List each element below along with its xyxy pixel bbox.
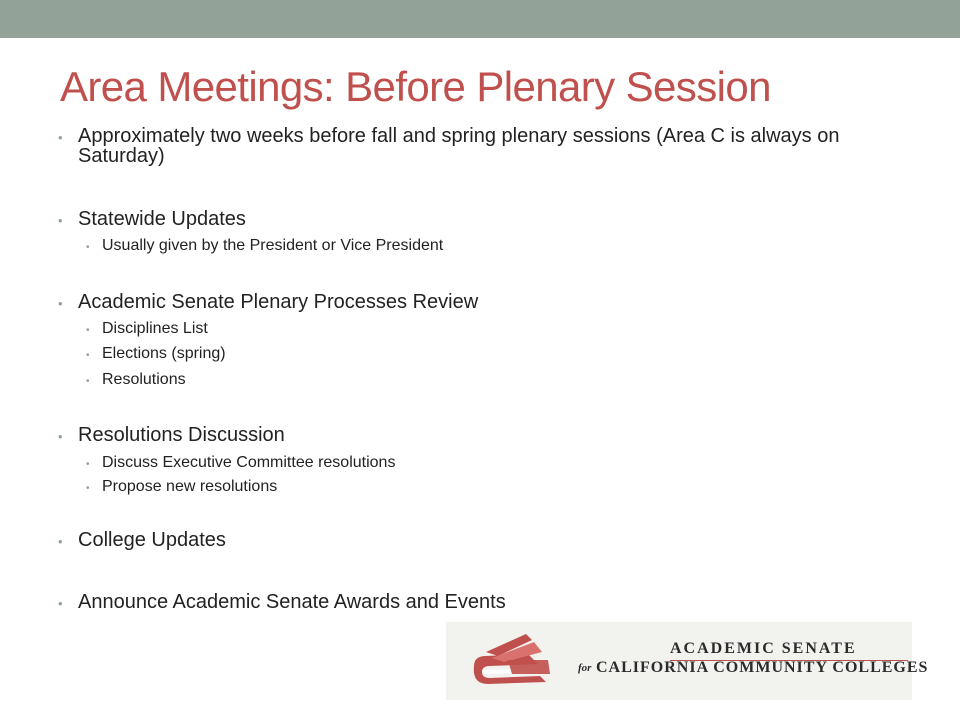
sub-bullet-text: Resolutions bbox=[102, 371, 186, 388]
sub-bullet-text: Usually given by the President or Vice President bbox=[102, 237, 444, 254]
bullet-text: Announce Academic Senate Awards and Events bbox=[78, 591, 506, 613]
sub-bullet-item bbox=[86, 320, 906, 338]
bullet-item bbox=[58, 530, 908, 550]
logo-line-california-community-colleges: CALIFORNIA COMMUNITY COLLEGES bbox=[596, 659, 929, 676]
sub-bullet-item bbox=[86, 478, 906, 496]
sub-bullet-text: Disciplines List bbox=[102, 320, 208, 337]
sub-bullet-item bbox=[86, 237, 906, 255]
logo-for: for bbox=[578, 662, 592, 674]
bullet-dot-icon: • bbox=[58, 429, 63, 444]
sub-bullet-text: Discuss Executive Committee resolutions bbox=[102, 454, 396, 471]
bullet-item bbox=[58, 592, 908, 612]
bullet-text: College Updates bbox=[78, 529, 226, 551]
bullet-dot-icon: • bbox=[58, 296, 63, 311]
bullet-text: Statewide Updates bbox=[78, 208, 246, 230]
bullet-item bbox=[58, 425, 908, 445]
logo-line-academic-senate: ACADEMIC SENATE bbox=[670, 640, 857, 657]
bullet-dot-icon: • bbox=[86, 242, 90, 253]
sub-bullet-item bbox=[86, 371, 906, 389]
book-emblem-icon bbox=[468, 626, 554, 688]
slide-title: Area Meetings: Before Plenary Session bbox=[60, 63, 771, 110]
top-accent-band bbox=[0, 0, 960, 38]
academic-senate-logo bbox=[446, 622, 929, 700]
bullet-dot-icon: • bbox=[86, 376, 90, 387]
bullet-dot-icon: • bbox=[86, 350, 90, 361]
bullet-item bbox=[58, 126, 908, 166]
bullet-dot-icon: • bbox=[58, 130, 63, 145]
bullet-text: Approximately two weeks before fall and spring plenary sessions (Area C is always on Saturday) bbox=[78, 125, 840, 167]
bullet-item bbox=[58, 209, 908, 229]
sub-bullet-text: Elections (spring) bbox=[102, 345, 226, 362]
sub-bullet-item bbox=[86, 345, 906, 363]
bullet-item bbox=[58, 292, 908, 312]
bullet-text: Academic Senate Plenary Processes Review bbox=[78, 291, 479, 313]
bullet-text: Resolutions Discussion bbox=[78, 424, 285, 446]
sub-bullet-item bbox=[86, 454, 906, 472]
bullet-dot-icon: • bbox=[86, 459, 90, 470]
bullet-dot-icon: • bbox=[58, 213, 63, 228]
bullet-dot-icon: • bbox=[86, 483, 90, 494]
bullet-dot-icon: • bbox=[86, 325, 90, 336]
bullet-dot-icon: • bbox=[58, 534, 63, 549]
bullet-dot-icon: • bbox=[58, 596, 63, 611]
sub-bullet-text: Propose new resolutions bbox=[102, 478, 278, 495]
